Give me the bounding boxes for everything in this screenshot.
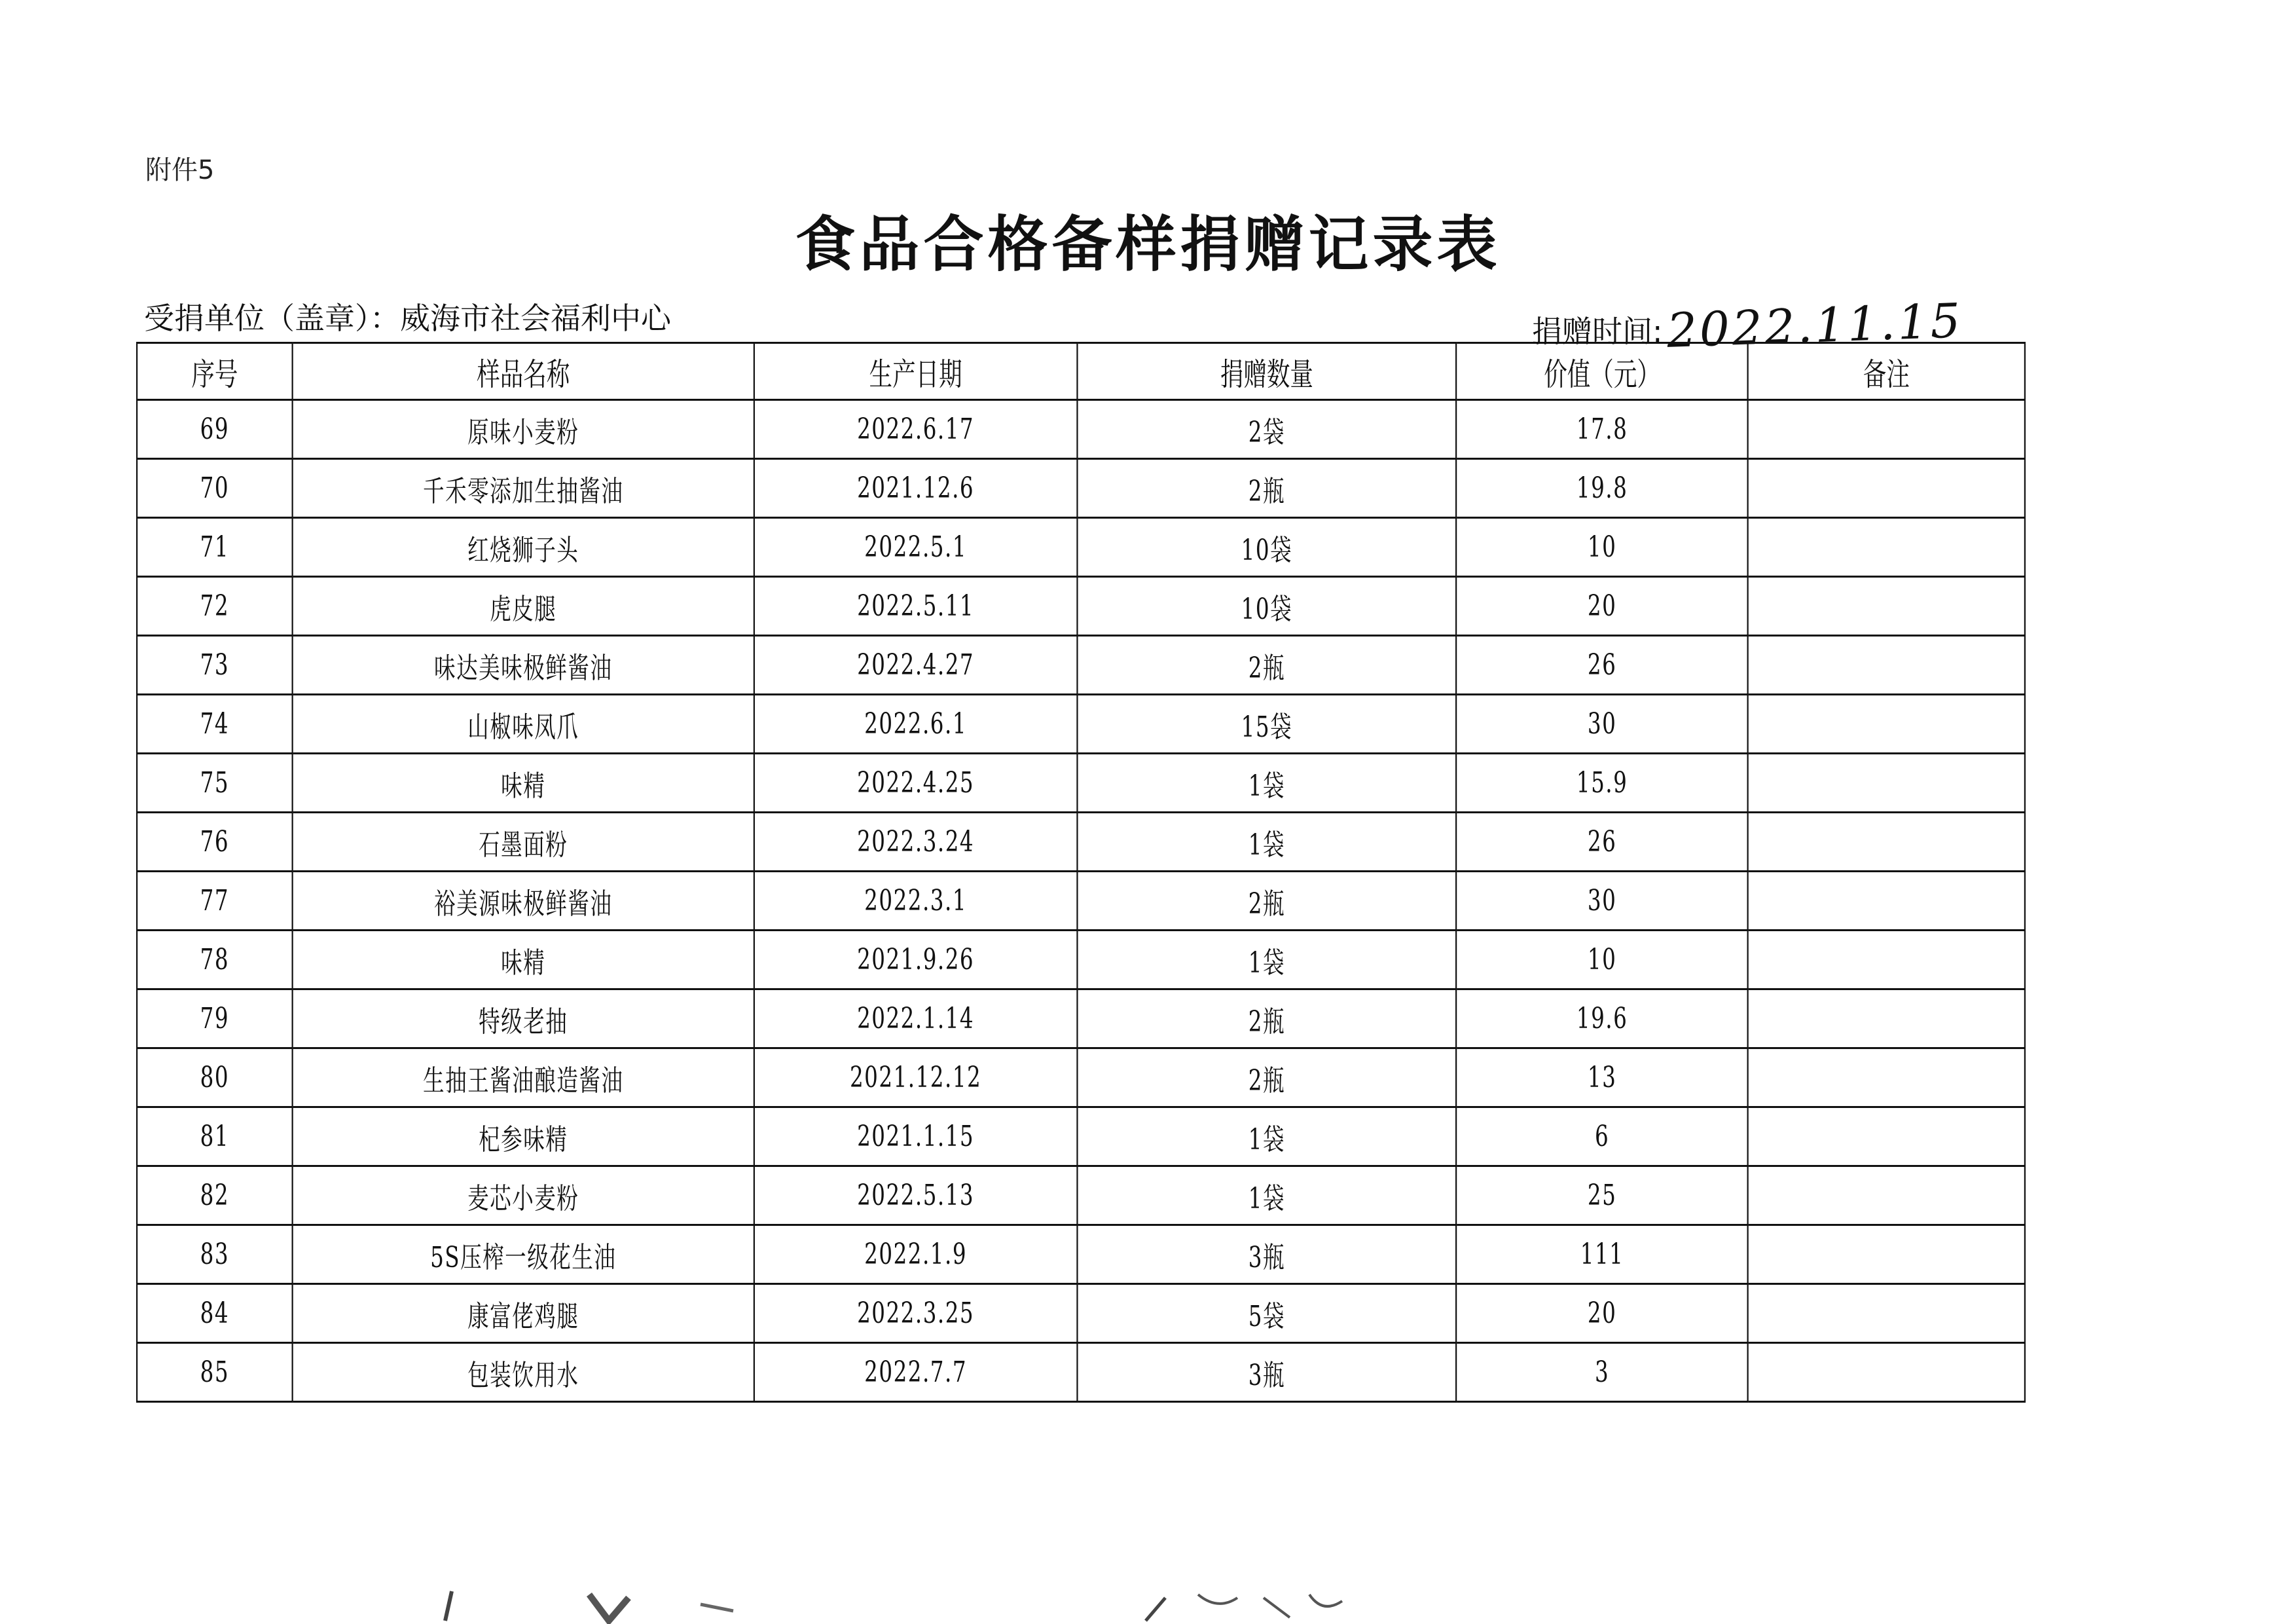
cell-seq: 74 <box>137 695 293 754</box>
cell-date: 2022.6.17 <box>754 400 1078 459</box>
cell-value: 17.8 <box>1456 400 1747 459</box>
table-row <box>137 813 2025 872</box>
cell-remark <box>1748 459 2025 518</box>
cell-value: 26 <box>1456 636 1747 695</box>
cell-name: 千禾零添加生抽酱油 <box>293 459 754 518</box>
cell-qty: 5袋 <box>1077 1284 1456 1343</box>
cell-date: 2022.1.9 <box>754 1225 1078 1284</box>
cell-value: 26 <box>1456 813 1747 872</box>
cell-seq: 82 <box>137 1166 293 1225</box>
cell-name: 味精 <box>293 931 754 989</box>
cell-qty: 2瓶 <box>1077 636 1456 695</box>
header-date: 生产日期 <box>754 343 1078 400</box>
cell-date: 2022.5.11 <box>754 577 1078 636</box>
cell-qty: 2瓶 <box>1077 872 1456 931</box>
table-row <box>137 695 2025 754</box>
table-row <box>137 1284 2025 1343</box>
cell-qty: 3瓶 <box>1077 1343 1456 1402</box>
cell-name: 红烧狮子头 <box>293 518 754 577</box>
donation-time-handwritten: 2022.11.15 <box>1666 293 1964 358</box>
table-row <box>137 872 2025 931</box>
table-header-row <box>137 343 2025 400</box>
cell-name: 味达美味极鲜酱油 <box>293 636 754 695</box>
cell-qty: 1袋 <box>1077 1166 1456 1225</box>
cell-date: 2022.5.13 <box>754 1166 1078 1225</box>
recipient-unit: 受捐单位（盖章）：威海市社会福利中心 <box>144 301 671 336</box>
cell-date: 2022.3.24 <box>754 813 1078 872</box>
cell-seq: 81 <box>137 1107 293 1166</box>
cell-seq: 76 <box>137 813 293 872</box>
cell-remark <box>1748 518 2025 577</box>
cell-remark <box>1748 813 2025 872</box>
cell-remark <box>1748 754 2025 813</box>
header-name: 样品名称 <box>293 343 754 400</box>
cell-date: 2022.1.14 <box>754 989 1078 1048</box>
cell-qty: 1袋 <box>1077 813 1456 872</box>
cell-value: 20 <box>1456 1284 1747 1343</box>
cell-value: 3 <box>1456 1343 1747 1402</box>
cell-seq: 84 <box>137 1284 293 1343</box>
header-remark: 备注 <box>1748 343 2025 400</box>
cell-date: 2021.12.12 <box>754 1048 1078 1107</box>
cell-value: 111 <box>1456 1225 1747 1284</box>
cell-seq: 69 <box>137 400 293 459</box>
cell-remark <box>1748 989 2025 1048</box>
cell-name: 虎皮腿 <box>293 577 754 636</box>
header-qty: 捐赠数量 <box>1077 343 1456 400</box>
cell-date: 2022.3.25 <box>754 1284 1078 1343</box>
cell-name: 原味小麦粉 <box>293 400 754 459</box>
cell-value: 13 <box>1456 1048 1747 1107</box>
cell-name: 特级老抽 <box>293 989 754 1048</box>
cell-name: 5S压榨一级花生油 <box>293 1225 754 1284</box>
cell-seq: 77 <box>137 872 293 931</box>
cell-remark <box>1748 400 2025 459</box>
table-row <box>137 1343 2025 1402</box>
header-value: 价值（元） <box>1456 343 1747 400</box>
header-seq: 序号 <box>137 343 293 400</box>
cell-remark <box>1748 1048 2025 1107</box>
cell-remark <box>1748 1225 2025 1284</box>
cell-name: 山椒味凤爪 <box>293 695 754 754</box>
cell-qty: 3瓶 <box>1077 1225 1456 1284</box>
cell-qty: 10袋 <box>1077 518 1456 577</box>
table-row <box>137 931 2025 989</box>
cell-seq: 73 <box>137 636 293 695</box>
cell-qty: 2袋 <box>1077 400 1456 459</box>
cell-qty: 15袋 <box>1077 695 1456 754</box>
cell-name: 石墨面粉 <box>293 813 754 872</box>
cell-remark <box>1748 636 2025 695</box>
page-title: 食品合格备样捐赠记录表 <box>795 209 1501 280</box>
cell-value: 10 <box>1456 931 1747 989</box>
cell-qty: 1袋 <box>1077 931 1456 989</box>
table-row <box>137 1048 2025 1107</box>
cell-seq: 72 <box>137 577 293 636</box>
cell-value: 6 <box>1456 1107 1747 1166</box>
cell-remark <box>1748 872 2025 931</box>
table-row <box>137 1107 2025 1166</box>
cell-seq: 71 <box>137 518 293 577</box>
table-row <box>137 518 2025 577</box>
cell-value: 10 <box>1456 518 1747 577</box>
cell-date: 2022.3.1 <box>754 872 1078 931</box>
table-row <box>137 989 2025 1048</box>
cell-seq: 79 <box>137 989 293 1048</box>
cell-date: 2021.9.26 <box>754 931 1078 989</box>
cell-seq: 80 <box>137 1048 293 1107</box>
table-row <box>137 577 2025 636</box>
cell-remark <box>1748 695 2025 754</box>
cell-qty: 10袋 <box>1077 577 1456 636</box>
cell-seq: 78 <box>137 931 293 989</box>
cell-name: 味精 <box>293 754 754 813</box>
cell-name: 包装饮用水 <box>293 1343 754 1402</box>
cell-name: 杞参味精 <box>293 1107 754 1166</box>
cell-value: 19.8 <box>1456 459 1747 518</box>
donation-time-label: 捐赠时间: <box>1532 314 1663 349</box>
cell-remark <box>1748 1343 2025 1402</box>
cell-name: 生抽王酱油酿造酱油 <box>293 1048 754 1107</box>
cell-remark <box>1748 931 2025 989</box>
cell-seq: 75 <box>137 754 293 813</box>
cell-qty: 1袋 <box>1077 754 1456 813</box>
cell-date: 2022.4.25 <box>754 754 1078 813</box>
cell-name: 麦芯小麦粉 <box>293 1166 754 1225</box>
table-row <box>137 636 2025 695</box>
cell-qty: 2瓶 <box>1077 1048 1456 1107</box>
cell-value: 25 <box>1456 1166 1747 1225</box>
cell-qty: 2瓶 <box>1077 459 1456 518</box>
scan-artifact-marks <box>393 1585 1506 1624</box>
cell-seq: 70 <box>137 459 293 518</box>
cell-seq: 83 <box>137 1225 293 1284</box>
cell-name: 康富佬鸡腿 <box>293 1284 754 1343</box>
cell-remark <box>1748 1166 2025 1225</box>
cell-value: 15.9 <box>1456 754 1747 813</box>
table-row <box>137 459 2025 518</box>
cell-value: 30 <box>1456 872 1747 931</box>
cell-value: 30 <box>1456 695 1747 754</box>
cell-date: 2022.7.7 <box>754 1343 1078 1402</box>
cell-qty: 2瓶 <box>1077 989 1456 1048</box>
cell-date: 2021.12.6 <box>754 459 1078 518</box>
cell-date: 2021.1.15 <box>754 1107 1078 1166</box>
cell-value: 20 <box>1456 577 1747 636</box>
table-row <box>137 1166 2025 1225</box>
table-row <box>137 1225 2025 1284</box>
table-row <box>137 400 2025 459</box>
cell-remark <box>1748 1107 2025 1166</box>
cell-date: 2022.4.27 <box>754 636 1078 695</box>
cell-value: 19.6 <box>1456 989 1747 1048</box>
cell-seq: 85 <box>137 1343 293 1402</box>
cell-remark <box>1748 1284 2025 1343</box>
cell-qty: 1袋 <box>1077 1107 1456 1166</box>
cell-date: 2022.6.1 <box>754 695 1078 754</box>
attachment-label: 附件5 <box>145 155 215 185</box>
cell-remark <box>1748 577 2025 636</box>
cell-date: 2022.5.1 <box>754 518 1078 577</box>
donation-records-table <box>136 342 2026 1403</box>
table-body <box>137 400 2025 1402</box>
table-row <box>137 754 2025 813</box>
cell-name: 裕美源味极鲜酱油 <box>293 872 754 931</box>
